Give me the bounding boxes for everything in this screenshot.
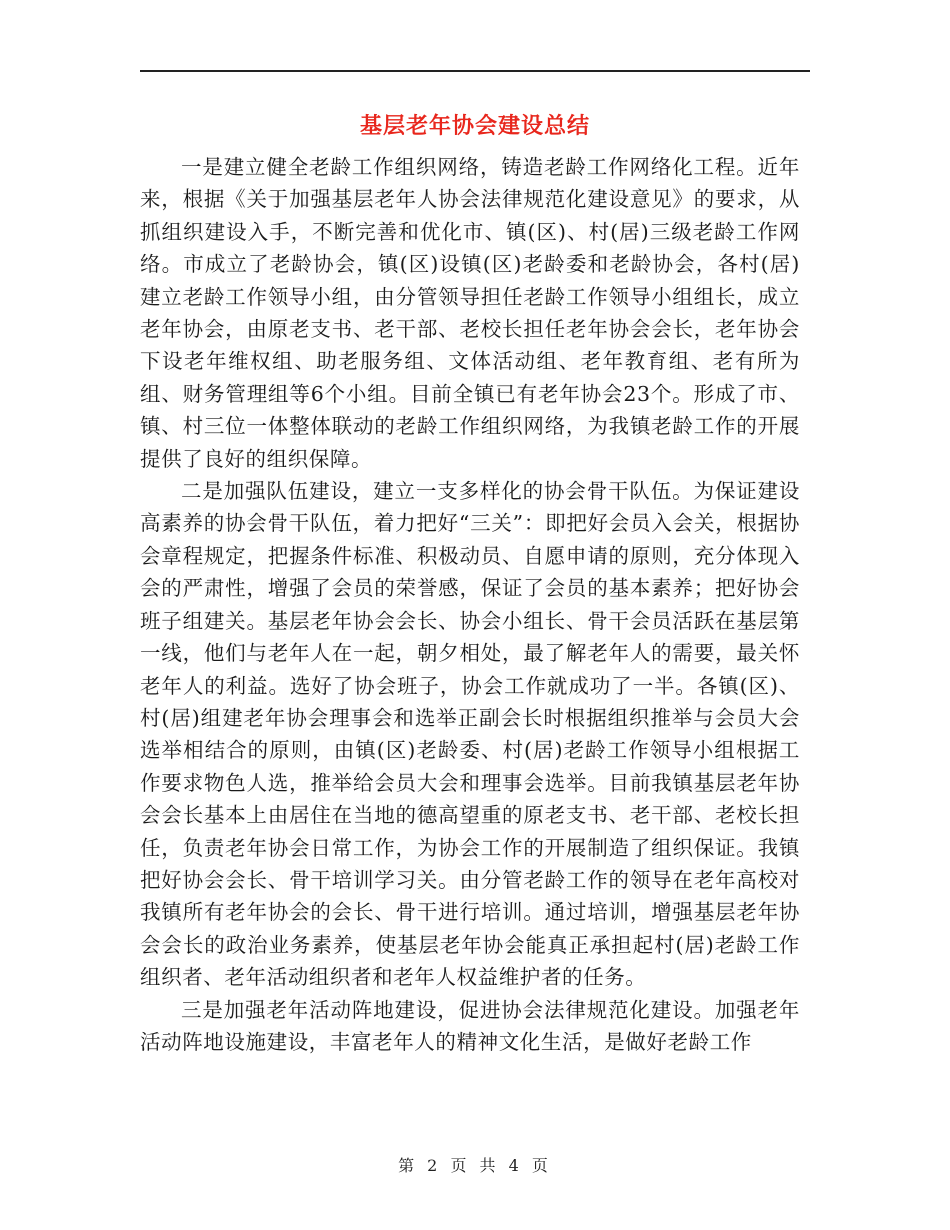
paragraph-activity-venues: 三是加强老年活动阵地建设，促进协会法律规范化建设。加强老年活动阵地设施建设，丰富老年人的精神文化生活，是做好老龄工作 xyxy=(140,997,800,1054)
document-body xyxy=(140,151,800,1058)
page-number: 第 2 页 共 4 页 xyxy=(398,1156,552,1175)
paragraph-organization-network: 一是建立健全老龄工作组织网络，铸造老龄工作网络化工程。近年来，根据《关于加强基层老年人协会法律规范化建设意见》的要求，从抓组织建设入手，不断完善和优化市、镇(区)、村(居)三级老龄工作网络。市成立了老龄协会，镇(区)设镇(区)老龄委和老龄协会，各村(居)建立老龄工作领导小组，由分管领导担任老龄工作领导小组组长，成立老年协会，由原老支书、老干部、老校长担任老年协会会长，老年协会下设老年维权组、助老服务组、文体活动组、老年教育组、老有所为组、财务管理组等6个小组。目前全镇已有老年协会23个。形成了市、镇、村三位一体整体联动的老龄工作组织网络，为我镇老龄工作的开展提供了良好的组织保障。 xyxy=(140,155,800,471)
paragraph-team-building: 二是加强队伍建设，建立一支多样化的协会骨干队伍。为保证建设高素养的协会骨干队伍，着力把好“三关”：即把好会员入会关，根据协会章程规定，把握条件标准、积极动员、自愿申请的原则，充分体现入会的严肃性，增强了会员的荣誉感，保证了会员的基本素养；把好协会班子组建关。基层老年协会会长、协会小组长、骨干会员活跃在基层第一线，他们与老年人在一起，朝夕相处，最了解老年人的需要，最关怀老年人的利益。选好了协会班子，协会工作就成功了一半。各镇(区)、村(居)组建老年协会理事会和选举正副会长时根据组织推举与会员大会选举相结合的原则，由镇(区)老龄委、村(居)老龄工作领导小组根据工作要求物色人选，推举给会员大会和理事会选举。目前我镇基层老年协会会长基本上由居住在当地的德高望重的原老支书、老干部、老校长担任，负责老年协会日常工作，为协会工作的开展制造了组织保证。我镇把好协会会长、骨干培训学习关。由分管老龄工作的领导在老年高校对我镇所有老年协会的会长、骨干进行培训。通过培训，增强基层老年协会会长的政治业务素养，使基层老年协会能真正承担起村(居)老龄工作组织者、老年活动组织者和老年人权益维护者的任务。 xyxy=(140,479,800,990)
header-rule xyxy=(140,70,810,72)
document-title: 基层老年协会建设总结 xyxy=(359,113,590,139)
